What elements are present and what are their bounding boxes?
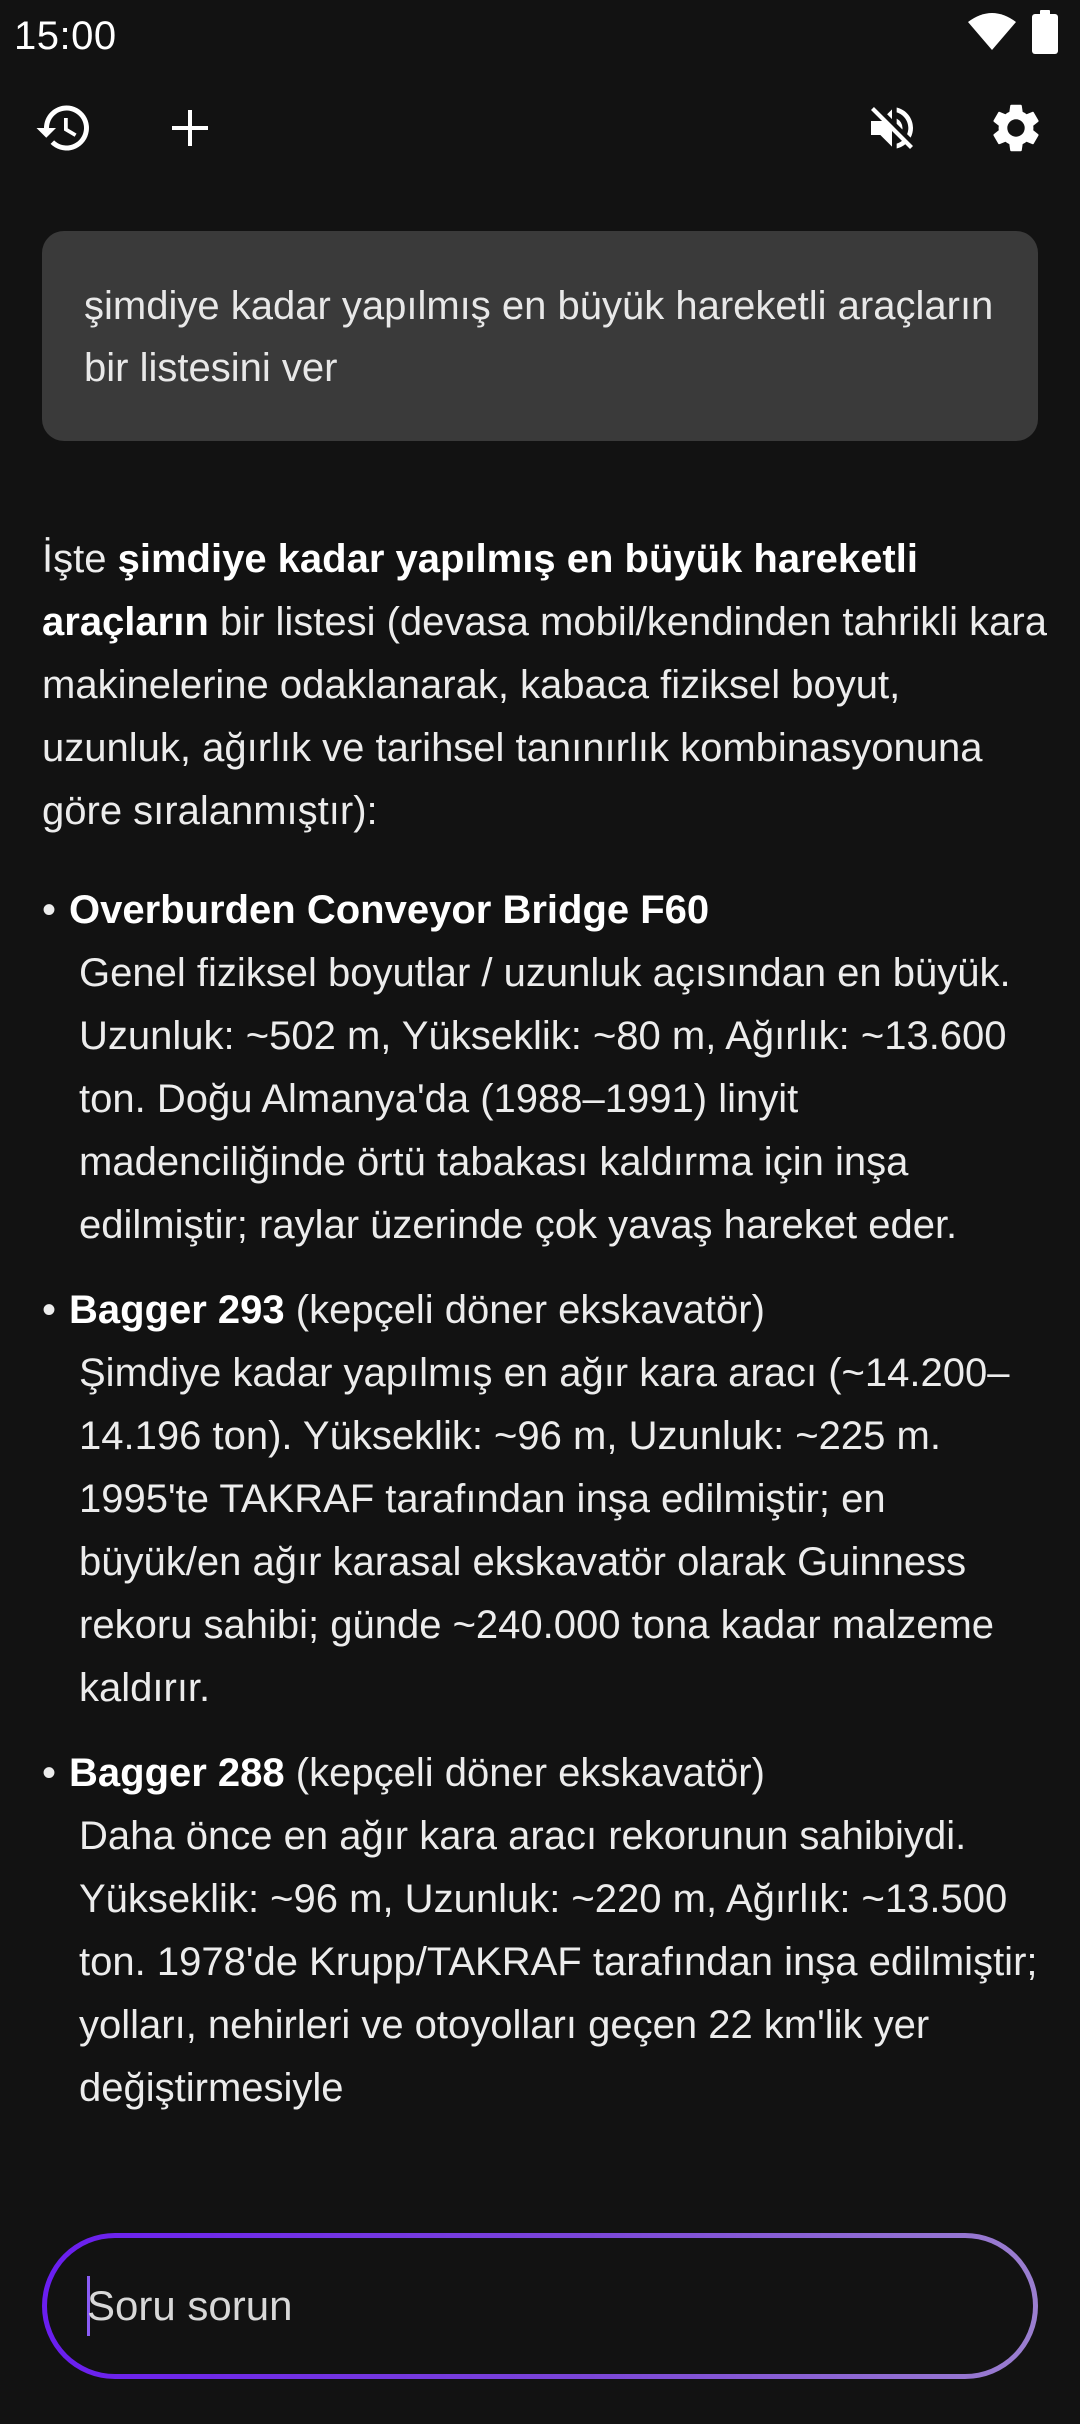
new-chat-button[interactable] <box>154 94 226 166</box>
bullet-dot: • <box>42 1751 57 1795</box>
item-name: Bagger 288 <box>69 1751 285 1795</box>
intro-suffix: bir listesi (devasa mobil/kendinden tahrikli kara makinelerine odaklanarak, kabaca fiziksel boyut, uzunluk, ağırlık ve tarihsel tanınırlık kombinasyonuna göre sıralanmıştır): <box>42 600 1047 833</box>
battery-icon <box>1032 10 1058 59</box>
item-description: Genel fiziksel boyutlar / uzunluk açısından en büyük. Uzunluk: ~502 m, Yükseklik: ~80 m, Ağırlık: ~13.600 ton. Doğu Almanya'da (1988–1991) linyit madenciliğinde örtü tabakası kaldırma için inşa edilmiştir; raylar üzerinde çok yavaş hareket eder. <box>79 951 1011 1247</box>
history-icon <box>34 98 94 163</box>
question-input-inner[interactable] <box>47 2238 1033 2374</box>
question-input-container[interactable] <box>42 2233 1038 2379</box>
status-icons <box>966 10 1058 59</box>
intro-bold: şimdiye kadar yapılmış en büyük hareketli araçların <box>42 537 918 644</box>
status-bar <box>0 0 1080 80</box>
wifi-icon <box>966 12 1018 57</box>
add-icon <box>166 104 214 157</box>
settings-icon <box>987 99 1045 162</box>
list-item <box>42 879 1052 1257</box>
answer-intro <box>42 528 1052 843</box>
user-message-bubble <box>42 231 1038 441</box>
item-name: Bagger 293 <box>69 1288 285 1332</box>
scroll-fade <box>0 2160 1080 2200</box>
bullet-dot: • <box>42 888 57 932</box>
toolbar <box>0 80 1080 180</box>
settings-button[interactable] <box>980 94 1052 166</box>
item-name: Overburden Conveyor Bridge F60 <box>69 888 710 932</box>
list-item <box>42 1279 1052 1720</box>
mute-button[interactable] <box>856 94 928 166</box>
question-input[interactable] <box>87 2282 967 2330</box>
item-type: (kepçeli döner ekskavatör) <box>284 1751 765 1795</box>
bullet-dot: • <box>42 1288 57 1332</box>
list-item <box>42 1742 1052 2120</box>
status-time: 15:00 <box>14 14 117 58</box>
history-button[interactable] <box>28 94 100 166</box>
vehicle-list <box>42 879 1052 2120</box>
user-message-text: şimdiye kadar yapılmış en büyük hareketli araçların bir listesini ver <box>84 284 994 390</box>
assistant-answer <box>42 528 1052 2178</box>
item-type: (kepçeli döner ekskavatör) <box>284 1288 765 1332</box>
item-description: Daha önce en ağır kara aracı rekorunun sahibiydi. Yükseklik: ~96 m, Uzunluk: ~220 m, Ağırlık: ~13.500 ton. 1978'de Krupp/TAKRAF tarafından inşa edilmiştir; yolları, nehirleri ve otoyolları geçen 22 km'lik yer değiştirmesiyle <box>79 1814 1038 2110</box>
item-description: Şimdiye kadar yapılmış en ağır kara aracı (~14.200–14.196 ton). Yükseklik: ~96 m, Uzunluk: ~225 m. 1995'te TAKRAF tarafından inşa edilmiştir; en büyük/en ağır karasal ekskavatör olarak Guinness rekoru sahibi; günde ~240.000 tona kadar malzeme kaldırır. <box>79 1351 1010 1710</box>
intro-prefix: İşte <box>42 537 118 581</box>
volume-off-icon <box>864 100 920 161</box>
